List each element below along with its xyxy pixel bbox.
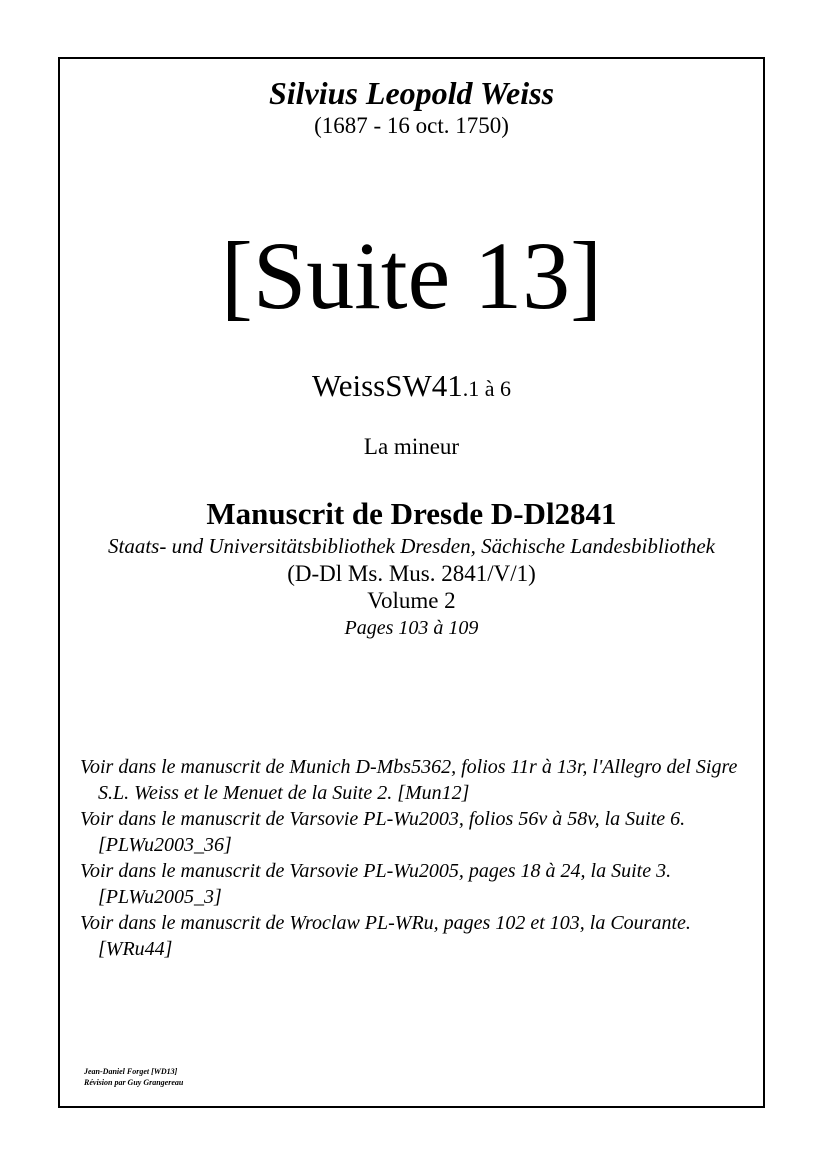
library-name: Staats- und Universitätsbibliothek Dresden, Sächische Landesbibliothek [108,534,715,558]
cross-reference-notes [80,754,760,962]
shelfmark: (D-Dl Ms. Mus. 2841/V/1) [287,561,536,586]
note-warsaw-2005: Voir dans le manuscrit de Varsovie PL-Wu2005, pages 18 à 24, la Suite 3. [PLWu2005_3] [80,860,672,908]
composer-dates: (1687 - 16 oct. 1750) [314,113,509,138]
note-munich: Voir dans le manuscrit de Munich D-Mbs5362, folios 11r à 13r, l'Allegro del Sigre S.L. Weiss et le Menuet de la Suite 2. [Mun12] [80,756,738,804]
volume-number: Volume 2 [367,588,456,613]
note-wroclaw: Voir dans le manuscrit de Wroclaw PL-WRu, pages 102 et 103, la Courante. [WRu44] [80,912,691,960]
credit-revision: Révision par Guy Grangereau [84,1078,184,1087]
suite-title: [Suite 13] [220,222,603,329]
composer-name: Silvius Leopold Weiss [268,75,555,111]
page-range: Pages 103 à 109 [344,617,479,639]
catalog-main: WeissSW41 [311,368,463,403]
credit-author: Jean-Daniel Forget [WD13] [84,1067,178,1076]
key-signature: La mineur [363,434,460,459]
catalog-sub: .1 à 6 [462,376,512,401]
manuscript-title: Manuscrit de Dresde D-Dl2841 [206,496,617,531]
catalog-number [58,366,765,412]
note-warsaw-2003: Voir dans le manuscrit de Varsovie PL-Wu2003, folios 56v à 58v, la Suite 6. [PLWu2003_36] [80,808,686,856]
